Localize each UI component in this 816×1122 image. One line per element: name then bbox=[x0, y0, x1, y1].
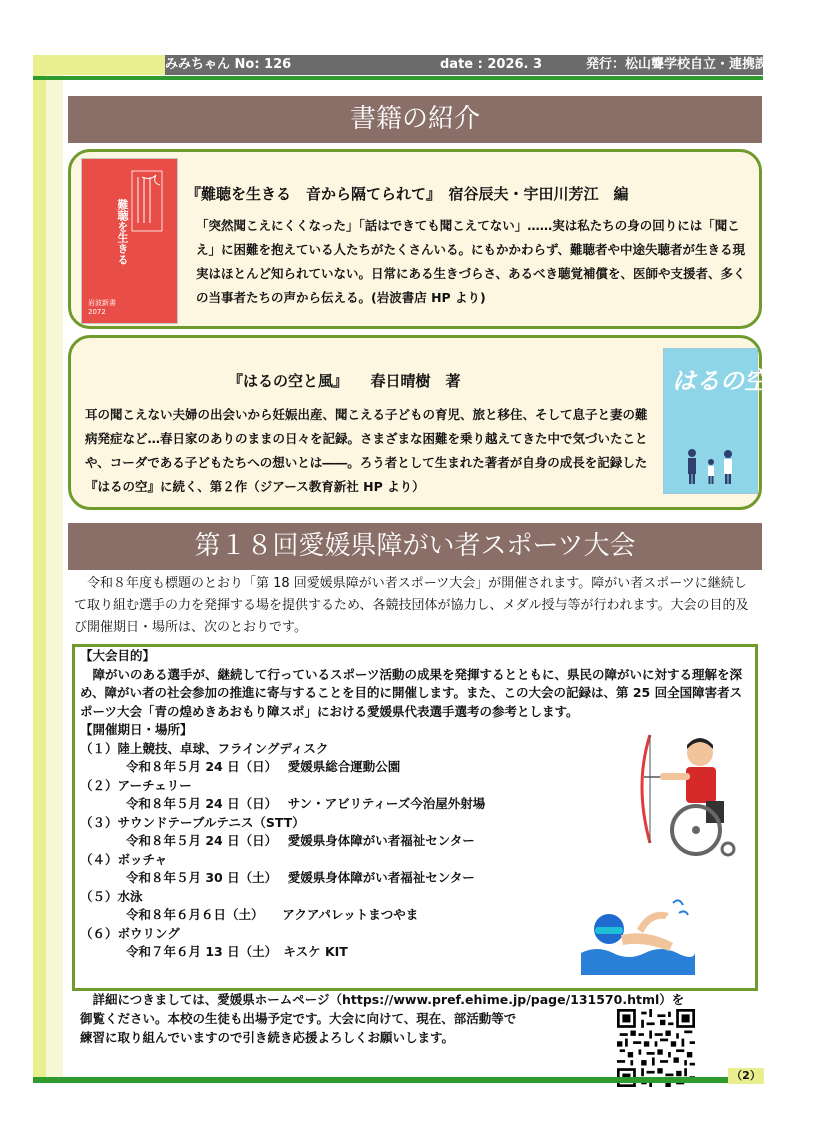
footer-divider bbox=[33, 1077, 763, 1083]
purpose-text: 障がいのある選手が、継続して行っているスポーツ活動の成果を発揮するとともに、県民の障がいに対する理解を深め、障がい者の社会参加の推進に寄与することを目的に開催します。また、この大会の記録は、第 25 回全国障害者スポーツ大会「青の煌めきあおもり障スポ」における愛媛県代表選手選考の参考とします。 bbox=[80, 666, 743, 719]
page-number: （2） bbox=[728, 1068, 764, 1084]
cover-title-1: 難聴を生きる bbox=[116, 199, 129, 265]
event-date-venue: 令和８年５月 30 日（土） 愛媛県身体障がい者福祉センター bbox=[126, 870, 475, 885]
wheelchair-archer-icon bbox=[630, 725, 745, 860]
qr-code-icon[interactable] bbox=[617, 1009, 695, 1087]
cover-decoration-icon bbox=[92, 167, 167, 317]
event-name: （２）アーチェリー bbox=[80, 777, 192, 793]
purpose-label: 【大会目的】 bbox=[80, 648, 156, 663]
event-date-venue: 令和８年５月 24 日（日） サン・アビリティーズ今治屋外射場 bbox=[126, 796, 486, 811]
closing-line-2: 御覧ください。本校の生徒も出場予定です。大会に向けて、現在、部活動等で bbox=[80, 1011, 517, 1026]
event-name: （４）ボッチャ bbox=[80, 851, 168, 867]
publisher: 発行：松山聾学校自立・連携課 bbox=[586, 57, 769, 72]
header-accent bbox=[33, 55, 165, 75]
header-divider bbox=[33, 76, 763, 80]
closing-line-3: 練習に取り組んでいますので引き続き応援よろしくお願いします。 bbox=[80, 1030, 455, 1045]
book-cover-2 bbox=[663, 348, 816, 494]
sports-intro: 令和８年度も標題のとおり「第 18 回愛媛県障がい者スポーツ大会」が開催されます。障がい者スポーツに継続して取り組む選手の力を発揮する場を提供するため、各競技団体が協力し、メダル授与等が行われます。大会の目的及び開催期日・場所は、次のとおりです。 bbox=[74, 576, 749, 635]
event-name: （１）陸上競技、卓球、フライングディスク bbox=[80, 740, 329, 756]
cover-publisher-1: 岩波新書 2072 bbox=[88, 299, 116, 316]
swimmer-icon bbox=[577, 895, 695, 975]
section-title-books: 書籍の紹介 bbox=[68, 96, 762, 143]
cover-title-2: はるの空と風 bbox=[672, 367, 816, 395]
closing-line-1: 詳細につきましては、愛媛県ホームページ（https://www.pref.ehime.jp/page/131570.html）を bbox=[92, 992, 685, 1007]
section-title-sports: 第１８回愛媛県障がい者スポーツ大会 bbox=[68, 523, 762, 570]
left-stripe-lime bbox=[33, 55, 46, 1083]
book-heading-2: 『はるの空と風』 春日晴樹 著 bbox=[228, 372, 461, 390]
book-description-1: 「突然聞こえにくくなった」「話はできても聞こえてない」……実は私たちの身の回りには「聞こえ」に困難を抱えている人たちがたくさんいる。にもかかわらず、難聴者や中途失聴者が生きる現実はほとんど知られていない。日常にある生きづらさ、あるべき聴覚補償を、医師や支援者、多くの当事者たちの声から伝える。(岩波書店 HP より) bbox=[196, 218, 746, 305]
event-date-venue: 令和８年５月 24 日（日） 愛媛県総合運動公園 bbox=[126, 759, 401, 774]
event-date-venue: 令和８年５月 24 日（日） 愛媛県身体障がい者福祉センター bbox=[126, 833, 475, 848]
event-name: （３）サウンドテーブルテニス（STT） bbox=[80, 814, 305, 830]
book-description-2: 耳の聞こえない夫婦の出会いから妊娠出産、聞こえる子どもの育児、旅と移住、そして息子と妻の難病発症など…春日家のありのままの日々を記録。さまざまな困難を乗り越えてきた中で気づいたことや、コーダである子どもたちへの想いとは――。ろう者として生まれた著者が自身の成長を記録した『はるの空』に続く、第２作（ジアース教育新社 HP より） bbox=[85, 407, 648, 494]
newsletter-title: みみちゃん No: 126 bbox=[165, 57, 292, 72]
issue-date: date : 2026. 3 bbox=[440, 57, 543, 72]
event-date-venue: 令和７年６月 13 日（土） キスケ KIT bbox=[126, 944, 348, 959]
schedule-label: 【開催期日・場所】 bbox=[80, 722, 193, 737]
event-name: （５）水泳 bbox=[80, 888, 143, 904]
left-stripe-pale bbox=[46, 55, 63, 1083]
book-heading-1: 『難聴を生きる 音から隔てられて』 宿谷辰夫・宇田川芳江 編 bbox=[186, 185, 629, 203]
family-illustration-icon bbox=[678, 447, 744, 485]
event-date-venue: 令和８年６月６日（土） アクアパレットまつやま bbox=[126, 907, 419, 922]
book-cover-1 bbox=[81, 158, 178, 324]
event-name: （６）ボウリング bbox=[80, 925, 180, 941]
